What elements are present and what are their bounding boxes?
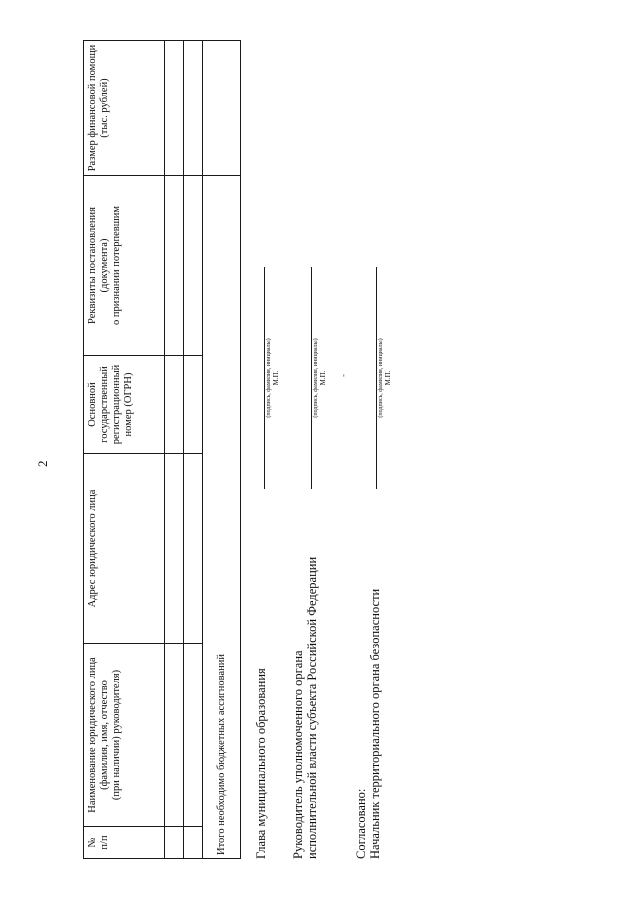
table-cell [165,644,184,827]
agreed-label: Согласовано: [354,788,368,859]
table-row [184,41,203,859]
header-ogrn [84,356,165,454]
total-label: Итого необходимо бюджетных ассигнований [215,654,227,855]
table-cell [184,356,203,454]
authority-signature-title [291,557,319,859]
authority-signature-caption [313,267,327,489]
table-cell [184,176,203,356]
header-address-label: Адрес юридического лица [87,489,98,608]
table-header-row [84,41,165,859]
agreed-signature-caption [378,267,392,489]
header-ogrn-label: Основной государственный регистрационный номер (ОГРН) [87,364,134,445]
agreed-caption-text: (подпись, фамилия, инициалы) [378,338,384,418]
authority-seal-mark: М.П. [319,370,327,386]
header-number-label: № п/п [87,835,110,850]
table-total-row [203,41,241,859]
table-cell [184,644,203,827]
assistance-table [83,40,241,859]
table-cell [165,356,184,454]
head-signature-line [264,267,265,489]
header-resolution-details-label: Реквизиты постановления (документа) о признании потерпевшим [87,205,122,326]
scan-tick-mark: - [338,374,348,377]
table-cell [165,176,184,356]
total-label-cell [203,176,241,859]
total-value-cell [203,41,241,176]
table-cell [165,454,184,644]
agreed-signature-line [376,267,377,489]
head-seal-mark: М.П. [272,370,280,386]
agreed-seal-mark: М.П. [384,370,392,386]
table-cell [184,827,203,859]
header-assistance-amount [84,41,165,176]
table-row [165,41,184,859]
authority-caption-text: (подпись, фамилия, инициалы) [313,338,319,418]
table-cell [184,454,203,644]
table-cell [165,41,184,176]
authority-signature-line [311,267,312,489]
agreed-signature-title [354,589,382,859]
table-cell [165,827,184,859]
header-resolution-details [84,176,165,356]
head-signature-title [254,668,268,859]
head-caption-text: (подпись, фамилия, инициалы) [266,338,272,418]
table-cell [184,41,203,176]
header-number [84,827,165,859]
authority-title-line1: Руководитель уполномоченного органа [291,650,305,859]
agreed-title-text: Начальник территориального органа безопасности [368,588,382,859]
header-legal-entity-name-label: Наименование юридического лица (фамилия, имя, отчество (при наличии) руководителя) [87,657,122,813]
head-signature-caption [266,267,280,489]
header-address [84,454,165,644]
header-legal-entity-name [84,644,165,827]
authority-title-line2: исполнительной власти субъекта Российской Федерации [305,556,319,859]
head-title-text: Глава муниципального образования [254,668,268,859]
page-number: 2 [35,460,50,467]
header-assistance-amount-label: Размер финансовой помощи (тыс. рублей) [87,44,110,172]
